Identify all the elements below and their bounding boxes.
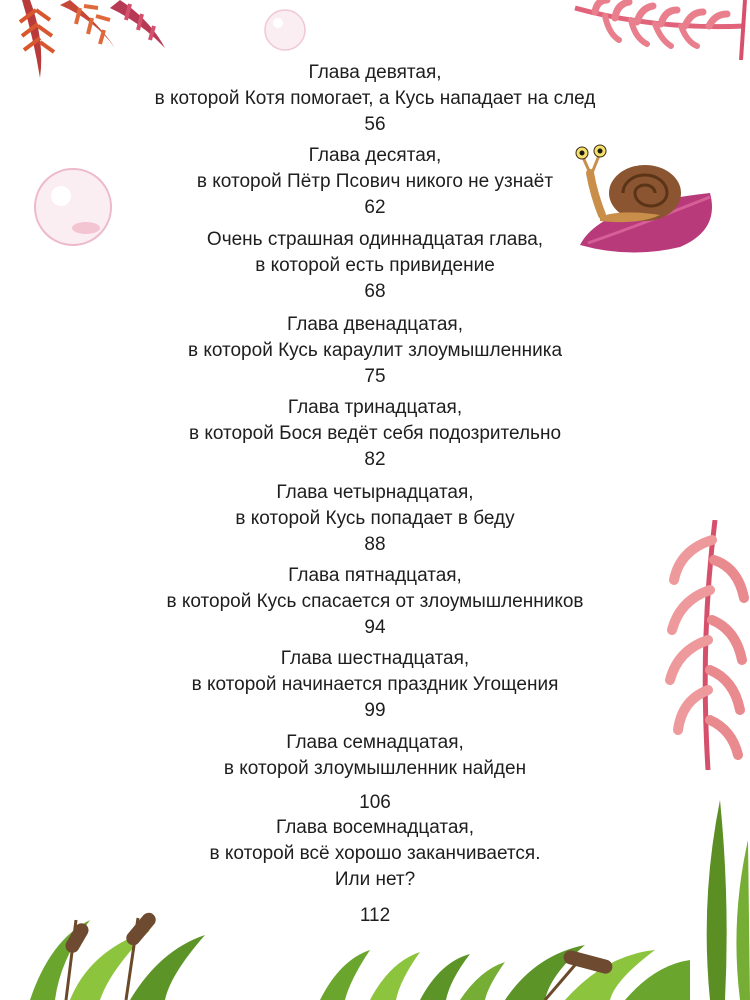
chapter-title: Глава десятая, <box>308 145 442 166</box>
chapter-title: Глава тринадцатая, <box>287 397 463 418</box>
chapter-subtitle: в которой Кусь спасается от злоумышленников <box>166 591 584 612</box>
chapter-title: Глава четырнадцатая, <box>276 482 474 503</box>
chapter-subtitle: Или нет? <box>334 869 416 890</box>
page-number: 82 <box>364 449 386 470</box>
chapter-subtitle: в которой начинается праздник Угощения <box>191 674 559 695</box>
toc-entry <box>0 480 750 558</box>
toc-entry <box>0 646 750 724</box>
page-number: 99 <box>364 700 386 721</box>
page-number: 56 <box>364 114 386 135</box>
chapter-title: Глава восемнадцатая, <box>276 817 474 838</box>
green-plants-bottom-center-illustration <box>310 940 510 1000</box>
chapter-subtitle: в которой Пётр Псович никого не узнаёт <box>196 171 554 192</box>
chapter-title: Очень страшная одиннадцатая глава, <box>206 229 544 250</box>
chapter-title: Глава девятая, <box>308 62 442 83</box>
chapter-title: Глава шестнадцатая, <box>280 648 470 669</box>
page-number: 75 <box>364 366 386 387</box>
chapter-title: Глава семнадцатая, <box>286 732 464 753</box>
chapter-subtitle: в которой всё хорошо заканчивается. <box>209 843 541 864</box>
green-reeds-bottom-right-illustration <box>505 925 690 1000</box>
page-number: 94 <box>364 617 386 638</box>
pink-fern-top-right-illustration <box>555 0 750 60</box>
soap-bubble-top-illustration <box>255 4 315 54</box>
page-number: 112 <box>359 905 391 926</box>
chapter-title: Глава пятнадцатая, <box>288 565 462 586</box>
toc-entry <box>0 395 750 473</box>
chapter-subtitle: в которой Кусь караулит злоумышленника <box>187 340 563 361</box>
toc-entry <box>0 563 750 641</box>
toc-entry <box>0 227 750 305</box>
toc-entry <box>0 815 750 929</box>
chapter-subtitle: в которой Кусь попадает в беду <box>235 508 515 529</box>
toc-entry <box>0 730 750 816</box>
toc-entry <box>0 312 750 390</box>
page-number: 62 <box>364 197 386 218</box>
chapter-subtitle: в которой Котя помогает, а Кусь нападает на след <box>154 88 596 109</box>
page-number: 106 <box>359 792 391 813</box>
chapter-subtitle: в которой Бося ведёт себя подозрительно <box>188 423 562 444</box>
chapter-subtitle: в которой злоумышленник найден <box>223 758 527 779</box>
chapter-subtitle: в которой есть привидение <box>255 255 495 276</box>
toc-entry <box>0 60 750 138</box>
toc-entry <box>0 143 750 221</box>
page-number: 68 <box>364 281 386 302</box>
page-number: 88 <box>364 534 386 555</box>
chapter-title: Глава двенадцатая, <box>287 314 463 335</box>
